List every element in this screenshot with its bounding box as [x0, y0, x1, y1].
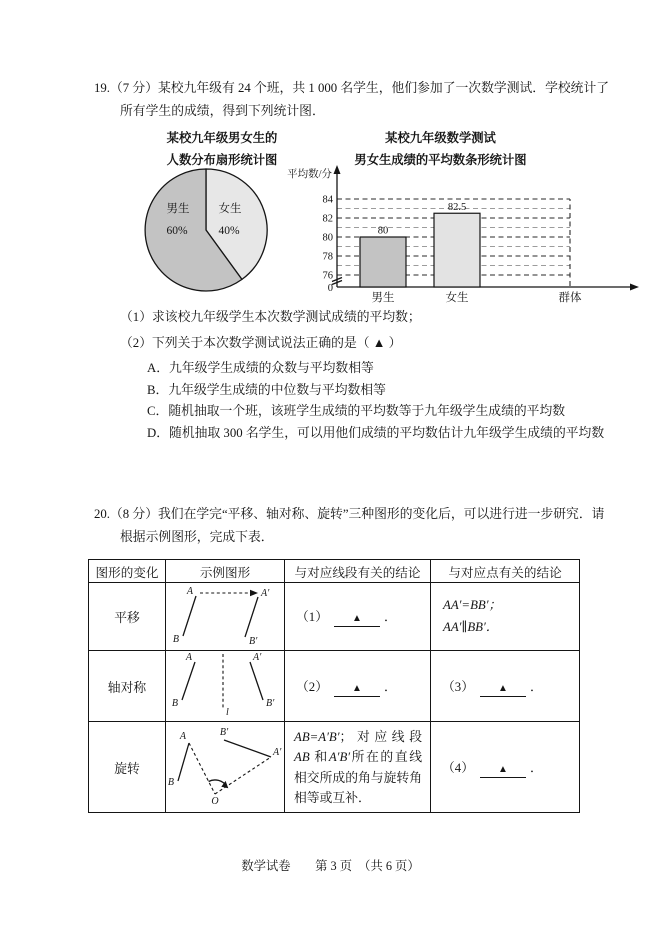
conclusion-line-2: AA′∥BB′． — [443, 619, 499, 634]
x-axis-arrow-icon — [630, 284, 639, 291]
label-axis-l: l — [226, 707, 229, 717]
statistics-charts — [0, 126, 661, 311]
header-point-conclusion: 与对应点有关的结论 — [431, 560, 580, 583]
label-B-prime: B′ — [249, 635, 258, 646]
option-a-text: 九年级学生成绩的众数与平均数相等 — [169, 361, 374, 376]
blank1-mark: ▲ — [352, 613, 362, 624]
y-tick-label: 80 — [322, 232, 333, 244]
q19-subquestions — [120, 307, 610, 445]
blank1-period: ． — [384, 610, 397, 624]
label-A: A — [186, 585, 193, 597]
rich-text-segment: 和 — [309, 750, 329, 765]
x-category-label: 女生 — [445, 292, 469, 304]
blank4-period: ． — [530, 760, 543, 775]
row1-point-conclusion — [431, 583, 580, 651]
pie-slice-label: 男生 — [166, 203, 190, 215]
option-d-label: D． — [147, 425, 170, 440]
y-tick-label: 82 — [322, 213, 333, 225]
blank4-mark: ▲ — [498, 763, 508, 775]
pie-title-line-1: 某校九年级男女生的 — [166, 131, 278, 145]
label-B: B — [171, 698, 178, 709]
pie-slice-label: 女生 — [218, 203, 242, 215]
row3-name: 旋转 — [89, 722, 166, 813]
label-O: O — [211, 796, 219, 806]
option-a — [120, 358, 610, 380]
blank2-underline — [334, 682, 380, 697]
conclusion-line-1: AA′=BB′； — [443, 598, 502, 612]
pie-slice-value: 40% — [218, 225, 240, 237]
y-axis-arrow-icon — [334, 165, 341, 174]
option-b — [120, 380, 610, 402]
row1-figure-cell — [166, 583, 285, 651]
table-row-translation — [89, 583, 580, 651]
label-B: B — [172, 633, 179, 645]
row2-figure-cell — [166, 651, 285, 722]
row3-segment-conclusion — [285, 722, 431, 813]
option-a-label: A． — [147, 361, 170, 376]
row1-segment-conclusion — [285, 583, 431, 651]
label-A-prime: A′ — [273, 747, 282, 759]
y-tick-label: 76 — [322, 270, 333, 282]
pie-title-line-2: 人数分布扇形统计图 — [166, 153, 278, 167]
bar-title-line-1: 某校九年级数学测试 — [385, 131, 496, 145]
table-header-row — [89, 560, 580, 583]
y-tick-label: 84 — [322, 194, 333, 206]
rich-text-segment: A′B′ — [328, 750, 351, 765]
rich-text-segment: ；对应线段 — [339, 730, 422, 744]
y-tick-label: 0 — [327, 283, 333, 294]
answer-blank-4 — [431, 757, 579, 778]
figure-reflection — [166, 651, 284, 717]
label-A-prime: A′ — [253, 652, 262, 663]
header-transform: 图形的变化 — [89, 560, 166, 583]
label-B-prime: B′ — [219, 727, 229, 739]
row3-point-conclusion — [431, 722, 580, 813]
footer-page-number: 数学试卷 第 3 页 （共 6 页） — [241, 859, 420, 873]
row2-point-conclusion — [431, 651, 580, 722]
y-tick-label: 78 — [322, 251, 333, 263]
blank3-period: ． — [530, 679, 543, 694]
label-A: A — [179, 731, 186, 743]
option-d — [120, 423, 610, 445]
figure-translation — [166, 584, 284, 646]
blank1-underline — [334, 612, 380, 627]
x-category-label: 男生 — [371, 292, 395, 304]
label-A: A — [185, 652, 192, 663]
q19-part-1: （1）求该校九年级学生本次数学测试成绩的平均数； — [120, 310, 421, 324]
blank2-mark: ▲ — [352, 682, 362, 694]
y-axis-title: 平均数/分 — [287, 169, 332, 180]
figure-rotation — [166, 725, 284, 805]
blank4-underline — [480, 763, 526, 778]
rotation-segment-conclusion — [285, 722, 430, 812]
table-row-reflection — [89, 651, 580, 722]
q19-part-2: （2）下列关于本次数学测试说法正确的是（ ▲ ） — [120, 335, 402, 350]
question-20 — [94, 503, 614, 548]
label-B: B — [167, 777, 174, 789]
transform-table — [88, 559, 580, 813]
blank1-number: （1） — [296, 610, 328, 624]
bar-女生 — [434, 213, 480, 287]
bar-title-line-2: 男女生成绩的平均数条形统计图 — [354, 153, 527, 167]
q19-stem-line-2: 所有学生的成绩，得到下列统计图． — [120, 103, 325, 118]
pie-chart — [141, 166, 271, 296]
option-c-label: C． — [147, 404, 169, 419]
q19-stem-line-1: 19.（7 分）某校九年级有 24 个班，共 1 000 名学生，他们参加了一次数学测试．学校统计了 — [94, 81, 610, 95]
blank2-period: ． — [384, 679, 397, 694]
row2-name: 轴对称 — [89, 651, 166, 722]
rich-text-segment: AB — [294, 750, 310, 765]
question-19 — [94, 77, 614, 122]
bar-value-label: 80 — [377, 225, 389, 237]
answer-blank-1 — [285, 606, 430, 627]
option-b-text: 九年级学生成绩的中位数与平均数相等 — [168, 382, 386, 397]
label-B-prime: B′ — [266, 698, 275, 709]
option-c — [120, 401, 610, 423]
label-A-prime: A′ — [261, 587, 270, 599]
bar-chart — [284, 164, 649, 314]
x-category-label: 群体 — [558, 292, 582, 304]
header-segment-conclusion: 与对应线段有关的结论 — [285, 560, 431, 583]
header-example-figure: 示例图形 — [166, 560, 285, 583]
blank4-number: （4） — [442, 760, 474, 775]
option-c-text: 随机抽取一个班，该班学生成绩的平均数等于九年级学生成绩的平均数 — [168, 404, 566, 419]
rich-text-segment: AB=A′B′ — [294, 730, 340, 744]
blank3-underline — [480, 682, 526, 697]
answer-blank-3 — [431, 676, 579, 697]
table-row-rotation — [89, 722, 580, 813]
q20-stem-line-1: 20.（8 分）我们在学完“平移、轴对称、旋转”三种图形的变化后，可以进行进一步研究．请 — [94, 507, 605, 521]
q20-stem-line-2: 根据示例图形，完成下表． — [120, 529, 274, 544]
rich-text-segment: 所在的直线相交所成的角与旋转角相等或互补． — [294, 750, 423, 805]
bar-value-label: 82.5 — [447, 201, 467, 213]
arrow-head-icon — [250, 589, 258, 595]
option-b-label: B． — [147, 382, 169, 397]
translation-point-conclusion — [431, 595, 579, 638]
blank3-number: （3） — [442, 679, 474, 694]
row3-figure-cell — [166, 722, 285, 813]
row2-segment-conclusion — [285, 651, 431, 722]
bar-男生 — [360, 237, 406, 287]
option-d-text: 随机抽取 300 名学生，可以用他们成绩的平均数估计九年级学生成绩的平均数 — [169, 425, 605, 440]
pie-slice-value: 60% — [166, 225, 188, 237]
blank2-number: （2） — [296, 679, 328, 694]
answer-blank-2 — [285, 676, 430, 697]
blank3-mark: ▲ — [498, 682, 508, 694]
row1-name: 平移 — [89, 583, 166, 651]
